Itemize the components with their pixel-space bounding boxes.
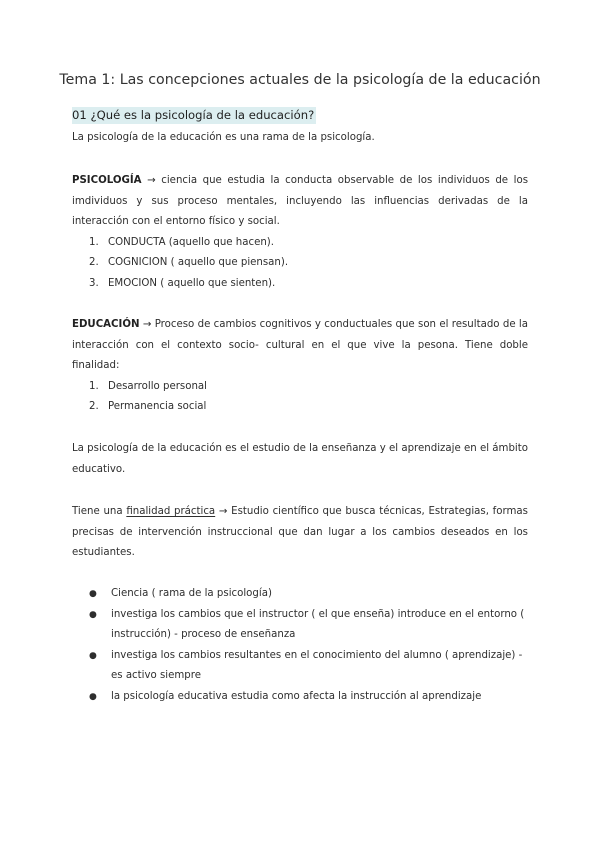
bullet-item [72,584,528,605]
finalidad-block [72,502,528,564]
document-title: Tema 1: Las concepciones actuales de la psicología de la educación [59,72,541,88]
bullet-text: la psicología educativa estudia como afecta la instrucción al aprendizaje [111,690,482,702]
educacion-text: → Proceso de cambios cognitivos y conductuales que son el resultado de la interacción con el contexto socio- cultural en el que vive la pesona. Tiene doble finalidad: [72,319,528,371]
list-text: Permanencia social [108,401,207,412]
estudio-paragraph: La psicología de la educación es el estudio de la enseñanza y el aprendizaje en el ámbito educativo. [72,443,528,475]
list-number: 2. [89,401,99,412]
bullet-item [72,687,528,708]
list-item [72,377,528,398]
bullet-text: investiga los cambios resultantes en el conocimiento del alumno ( aprendizaje) - es activo siempre [111,649,523,681]
bullet-text: investiga los cambios que el instructor ( el que enseña) introduce en el entorno ( instrucción) - proceso de enseñanza [111,608,525,640]
bullet-text: Ciencia ( rama de la psicología) [111,588,272,599]
bullet-icon: ● [89,691,97,702]
list-text: CONDUCTA (aquello que hacen). [108,236,275,248]
intro-paragraph: La psicología de la educación es una rama de la psicología. [72,132,375,143]
finalidad-term: finalidad práctica [126,506,216,517]
educacion-term: EDUCACIÓN [72,319,140,330]
estudio-block [72,439,528,480]
bullet-item [72,605,528,646]
list-number: 3. [89,277,99,289]
section-heading: 01 ¿Qué es la psicología de la educación? [72,108,315,122]
psicologia-text: → ciencia que estudia la conducta observable de los individuos de los imdividuos y sus proceso mentales, incluyendo las influencias derivadas de la interacción con el entorno físico y social. [72,175,528,227]
list-item [72,397,528,418]
list-text: EMOCION ( aquello que sienten). [108,277,276,289]
list-number: 2. [89,257,99,268]
list-item [72,274,528,295]
bullet-icon: ● [89,609,97,620]
educacion-definition [72,315,528,377]
bullet-item [72,646,528,687]
bullet-icon: ● [89,650,97,661]
list-item [72,253,528,274]
bullet-icon: ● [89,589,97,599]
psicologia-term: PSICOLOGÍA [72,175,142,186]
psicologia-list [72,233,528,295]
finalidad-paragraph [72,502,528,564]
psicologia-block [72,171,528,294]
list-text: COGNICION ( aquello que piensan). [108,257,289,268]
psicologia-definition [72,171,528,233]
bullet-list [72,584,528,707]
bullets-block [72,584,528,707]
educacion-block [72,315,528,418]
list-number: 1. [89,380,99,392]
list-item [72,233,528,254]
finalidad-text: → Estudio científico que busca técnicas, Estrategias, formas precisas de intervención instruccional que dan lugar a los cambios deseados en los estudiantes. [72,506,528,558]
educacion-list [72,377,528,418]
list-number: 1. [89,236,99,248]
list-text: Desarrollo personal [108,380,207,392]
finalidad-prefix: Tiene una [72,506,123,517]
